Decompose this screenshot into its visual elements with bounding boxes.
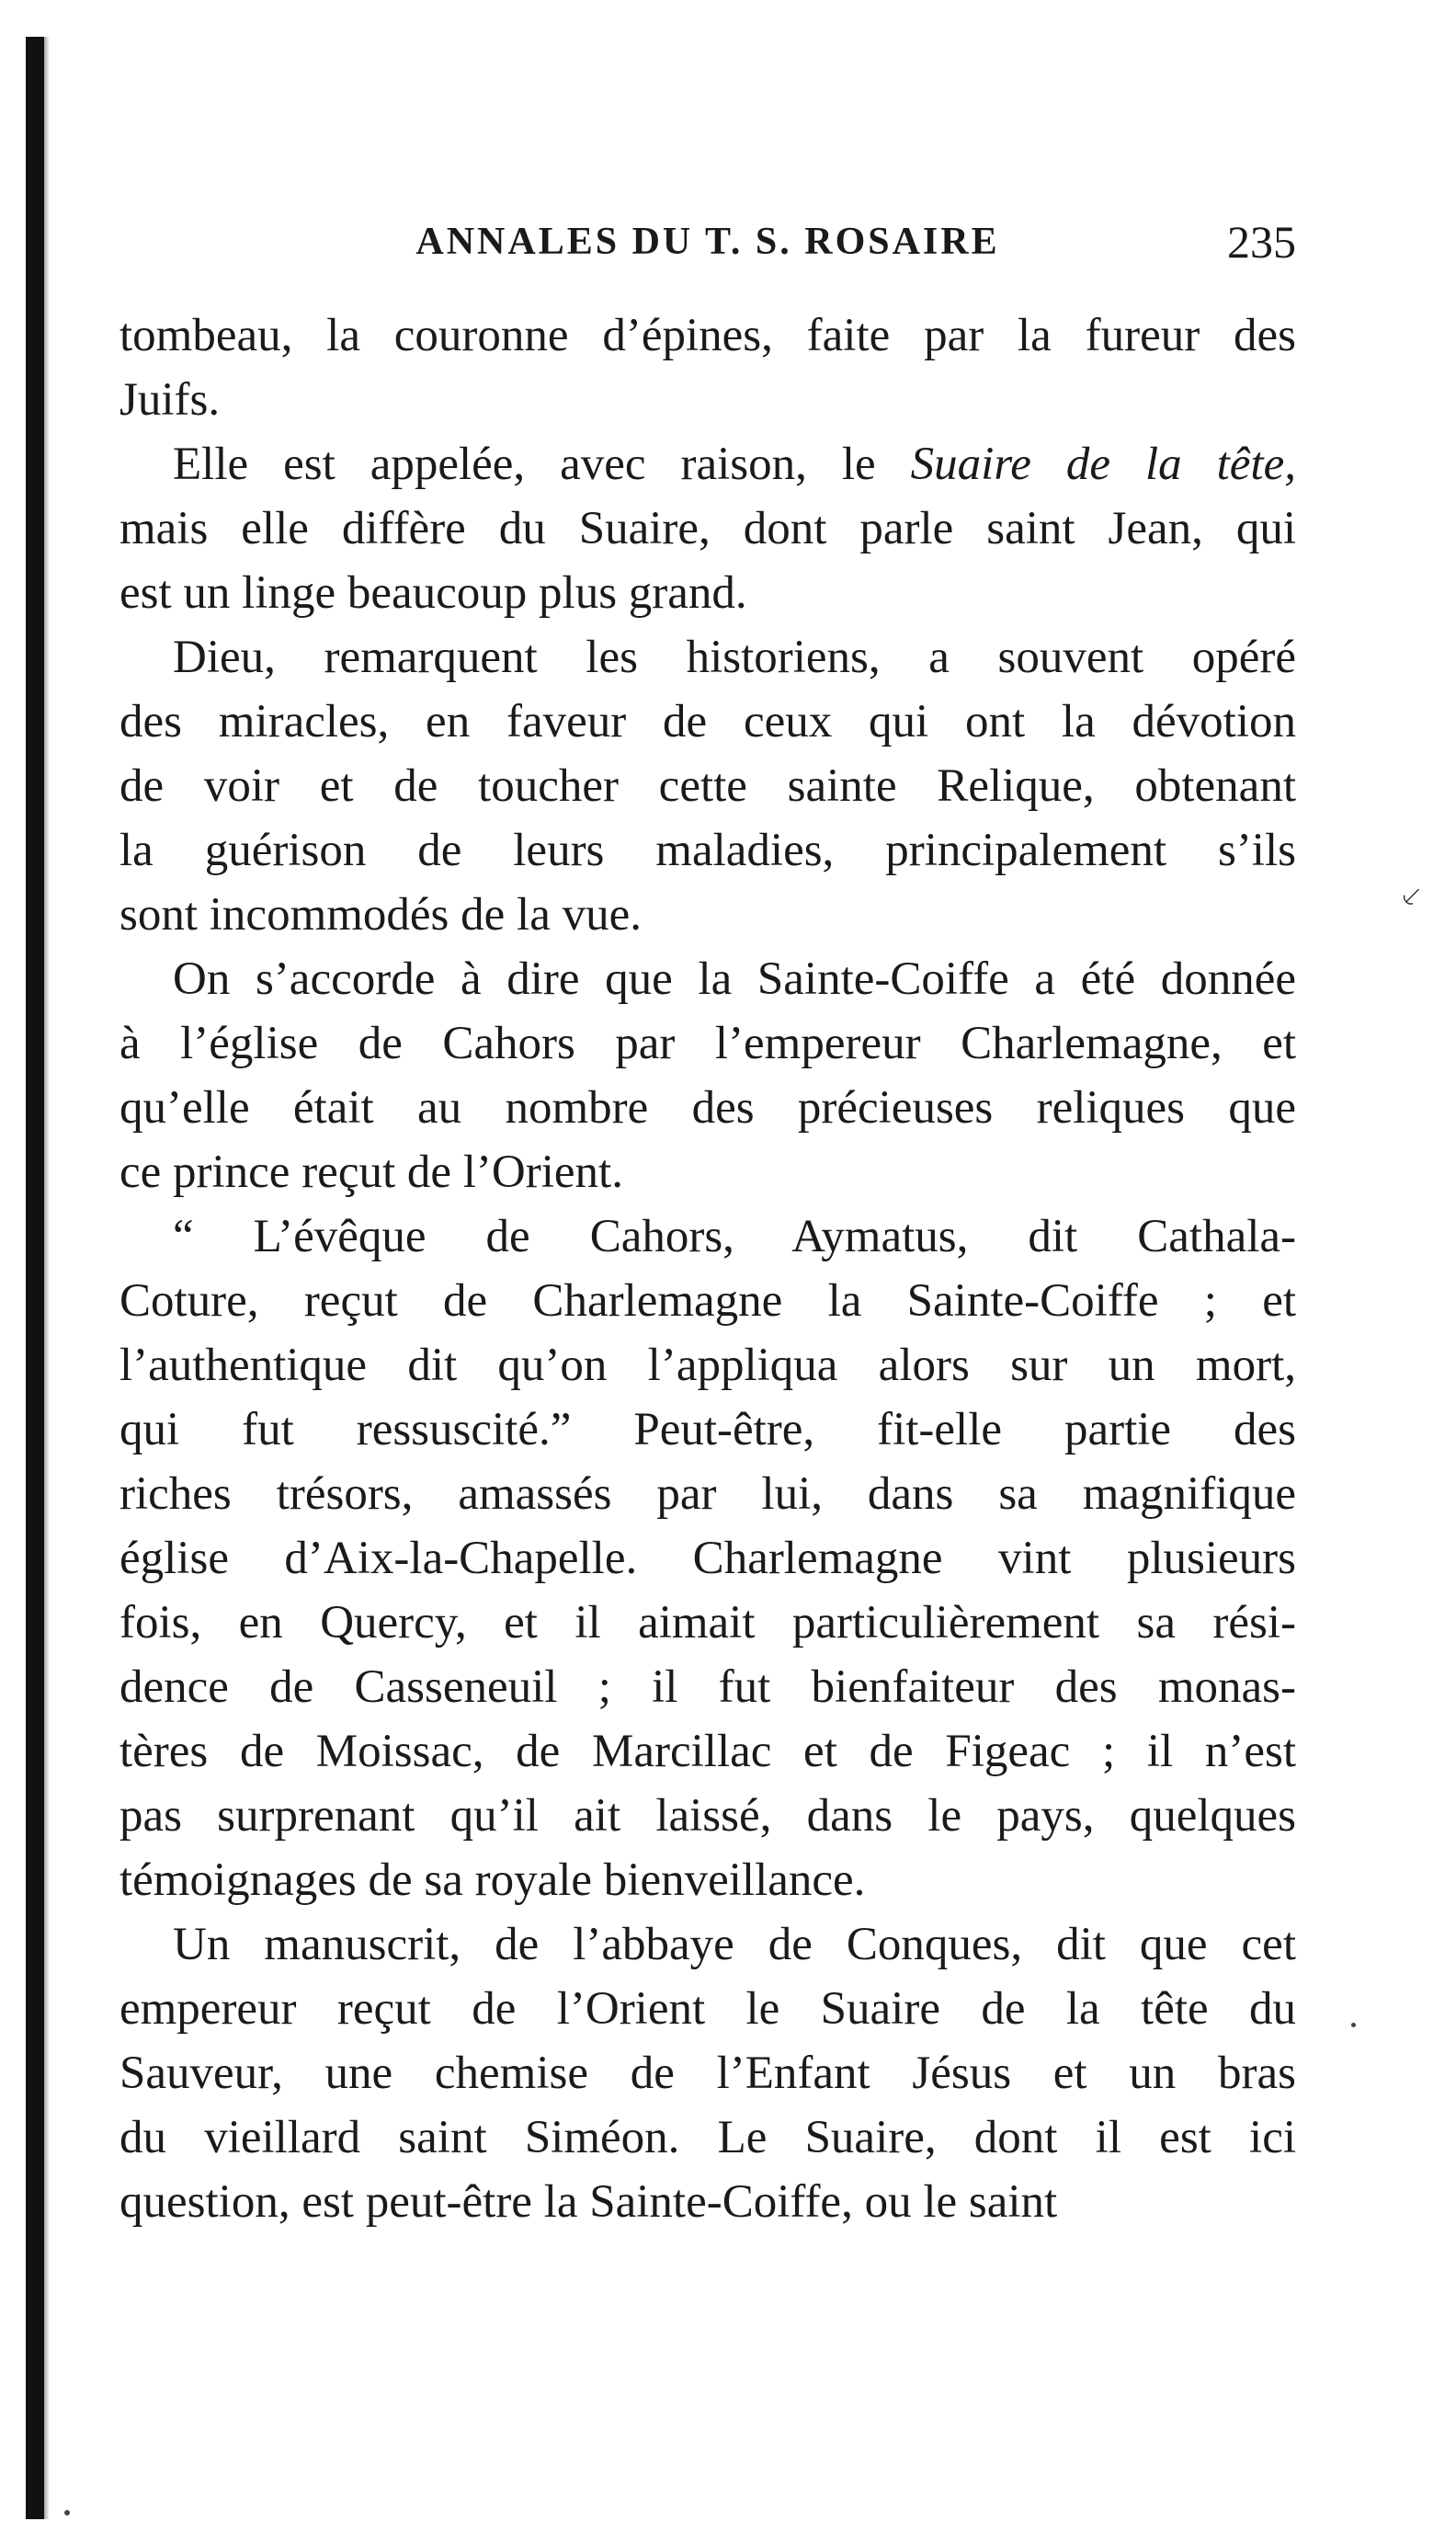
text-line bbox=[119, 883, 1296, 947]
line-text: tères de Moissac, de Marcillac et de Figeac ; il n’est bbox=[119, 1726, 1296, 1777]
text-line bbox=[119, 1912, 1296, 1977]
text-line bbox=[119, 1848, 1296, 1912]
text-line bbox=[119, 1977, 1296, 2041]
line-text: l’authentique dit qu’on l’appliqua alors sur un mort, bbox=[119, 1340, 1296, 1391]
line-text: la guérison de leurs maladies, principalement s’ils bbox=[119, 825, 1296, 876]
line-text: Coture, reçut de Charlemagne la Sainte-Coiffe ; et bbox=[119, 1275, 1296, 1327]
line-text: est un linge beaucoup plus grand. bbox=[119, 567, 747, 619]
page-binding-edge bbox=[26, 37, 44, 2519]
line-text: ce prince reçut de l’Orient. bbox=[119, 1147, 623, 1198]
text-line bbox=[119, 1462, 1296, 1526]
line-text: des miracles, en faveur de ceux qui ont la dévotion bbox=[119, 696, 1296, 747]
text-line bbox=[119, 1076, 1296, 1140]
line-text: question, est peut-être la Sainte-Coiffe, ou le saint bbox=[119, 2176, 1058, 2228]
text-line bbox=[119, 368, 1296, 432]
line-text: fois, en Quercy, et il aimait particulièrement sa rési- bbox=[119, 1597, 1296, 1648]
text-line bbox=[119, 1204, 1296, 1269]
running-title: ANNALES DU T. S. ROSAIRE bbox=[415, 221, 1000, 263]
line-text: dence de Casseneuil ; il fut bienfaiteur des monas- bbox=[119, 1661, 1296, 1713]
paragraph bbox=[119, 1204, 1296, 1912]
ink-speck bbox=[64, 2510, 70, 2515]
paragraph bbox=[119, 303, 1296, 432]
text-line bbox=[119, 1591, 1296, 1655]
paragraph bbox=[119, 1912, 1296, 2234]
page-number: 235 bbox=[1227, 216, 1296, 268]
text-line bbox=[119, 496, 1296, 561]
line-text: “ L’évêque de Cahors, Aymatus, dit Cathala- bbox=[173, 1211, 1296, 1262]
line-text: Un manuscrit, de l’abbaye de Conques, dit que cet bbox=[173, 1919, 1296, 1970]
line-text: tombeau, la couronne d’épines, faite par la fureur des bbox=[119, 310, 1296, 361]
text-line bbox=[119, 1526, 1296, 1591]
line-text: de voir et de toucher cette sainte Relique, obtenant bbox=[119, 760, 1296, 812]
paragraph bbox=[119, 625, 1296, 947]
line-text: On s’accorde à dire que la Sainte-Coiffe a été donnée bbox=[173, 953, 1296, 1005]
line-text: pas surprenant qu’il ait laissé, dans le pays, quelques bbox=[119, 1790, 1296, 1842]
line-text: Juifs. bbox=[119, 374, 221, 426]
text-line bbox=[119, 1655, 1296, 1719]
text-line bbox=[119, 1269, 1296, 1333]
text-line bbox=[119, 754, 1296, 818]
text-line bbox=[119, 1719, 1296, 1784]
line-text: Elle est appelée, avec raison, le bbox=[173, 439, 876, 490]
line-text: église d’Aix-la-Chapelle. Charlemagne vint plusieurs bbox=[119, 1533, 1296, 1584]
line-text: qu’elle était au nombre des précieuses reliques que bbox=[119, 1082, 1296, 1134]
line-text: qui fut ressuscité.” Peut-être, fit-elle partie des bbox=[119, 1404, 1296, 1455]
running-head bbox=[119, 210, 1296, 274]
line-text: du vieillard saint Siméon. Le Suaire, dont il est ici bbox=[119, 2112, 1296, 2163]
body-text bbox=[119, 303, 1296, 2234]
text-line bbox=[119, 818, 1296, 883]
text-line bbox=[119, 2105, 1296, 2170]
text-line bbox=[119, 1784, 1296, 1848]
text-line bbox=[119, 2170, 1296, 2234]
ink-speck bbox=[1351, 2023, 1356, 2027]
text-line bbox=[119, 561, 1296, 625]
margin-check-mark: ⸔ bbox=[1399, 878, 1423, 915]
line-text: Sauveur, une chemise de l’Enfant Jésus et un bras bbox=[119, 2048, 1296, 2099]
line-text: riches trésors, amassés par lui, dans sa magnifique bbox=[119, 1468, 1296, 1520]
line-text: témoignages de sa royale bienveillance. bbox=[119, 1854, 866, 1906]
line-text: empereur reçut de l’Orient le Suaire de la tête du bbox=[119, 1983, 1296, 2035]
paragraph bbox=[119, 947, 1296, 1204]
text-line bbox=[119, 1011, 1296, 1076]
text-line bbox=[119, 690, 1296, 754]
text-line bbox=[119, 303, 1296, 368]
paragraph bbox=[119, 432, 1296, 625]
line-text: Dieu, remarquent les historiens, a souvent opéré bbox=[173, 632, 1296, 683]
text-line bbox=[119, 1140, 1296, 1204]
text-line bbox=[119, 1333, 1296, 1397]
line-text: mais elle diffère du Suaire, dont parle saint Jean, qui bbox=[119, 503, 1296, 554]
italic-phrase: Suaire de la tête, bbox=[910, 439, 1296, 490]
text-line bbox=[119, 1397, 1296, 1462]
text-line bbox=[119, 947, 1296, 1011]
line-text: sont incommodés de la vue. bbox=[119, 889, 642, 941]
text-line bbox=[119, 432, 1296, 496]
text-line bbox=[119, 625, 1296, 690]
text-line bbox=[119, 2041, 1296, 2105]
page-binding-shadow bbox=[44, 37, 50, 2519]
line-text: à l’église de Cahors par l’empereur Charlemagne, et bbox=[119, 1018, 1296, 1069]
